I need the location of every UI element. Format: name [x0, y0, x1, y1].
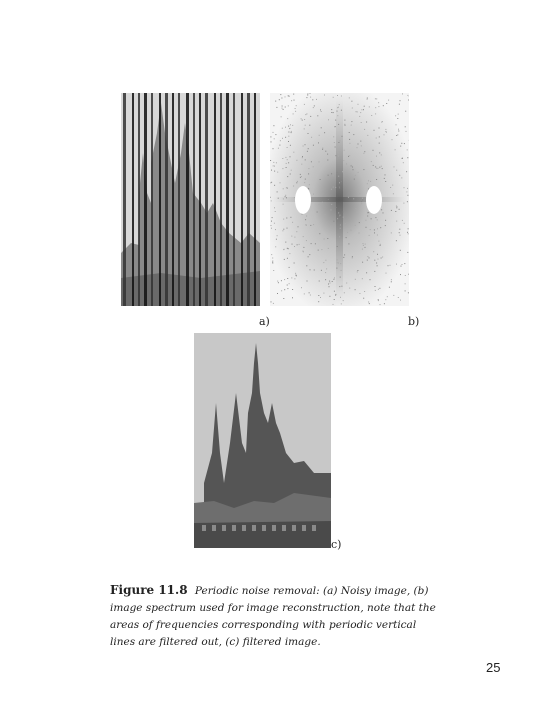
figure-caption	[110, 582, 440, 651]
panel-label-a: a)	[259, 315, 270, 328]
noisy-image-graphic	[121, 93, 260, 306]
caption-text: Periodic noise removal: (a) Noisy image, (b) image spectrum used for image reconstruction, note that the areas of frequencies corresponding with periodic vertical lines are filtered out, (c) filtered image.	[110, 585, 436, 648]
filtered-region-right	[366, 186, 382, 214]
noisy-image	[121, 93, 260, 306]
image-spectrum-graphic	[270, 93, 409, 306]
filtered-region-left	[295, 186, 311, 214]
filtered-image-graphic	[194, 333, 331, 548]
page-number: 25	[486, 660, 501, 675]
figure-number: Figure 11.8	[110, 583, 188, 597]
panel-label-c: c)	[331, 538, 342, 551]
panel-label-b: b)	[408, 315, 420, 328]
image-spectrum	[270, 93, 409, 306]
filtered-image	[194, 333, 331, 548]
